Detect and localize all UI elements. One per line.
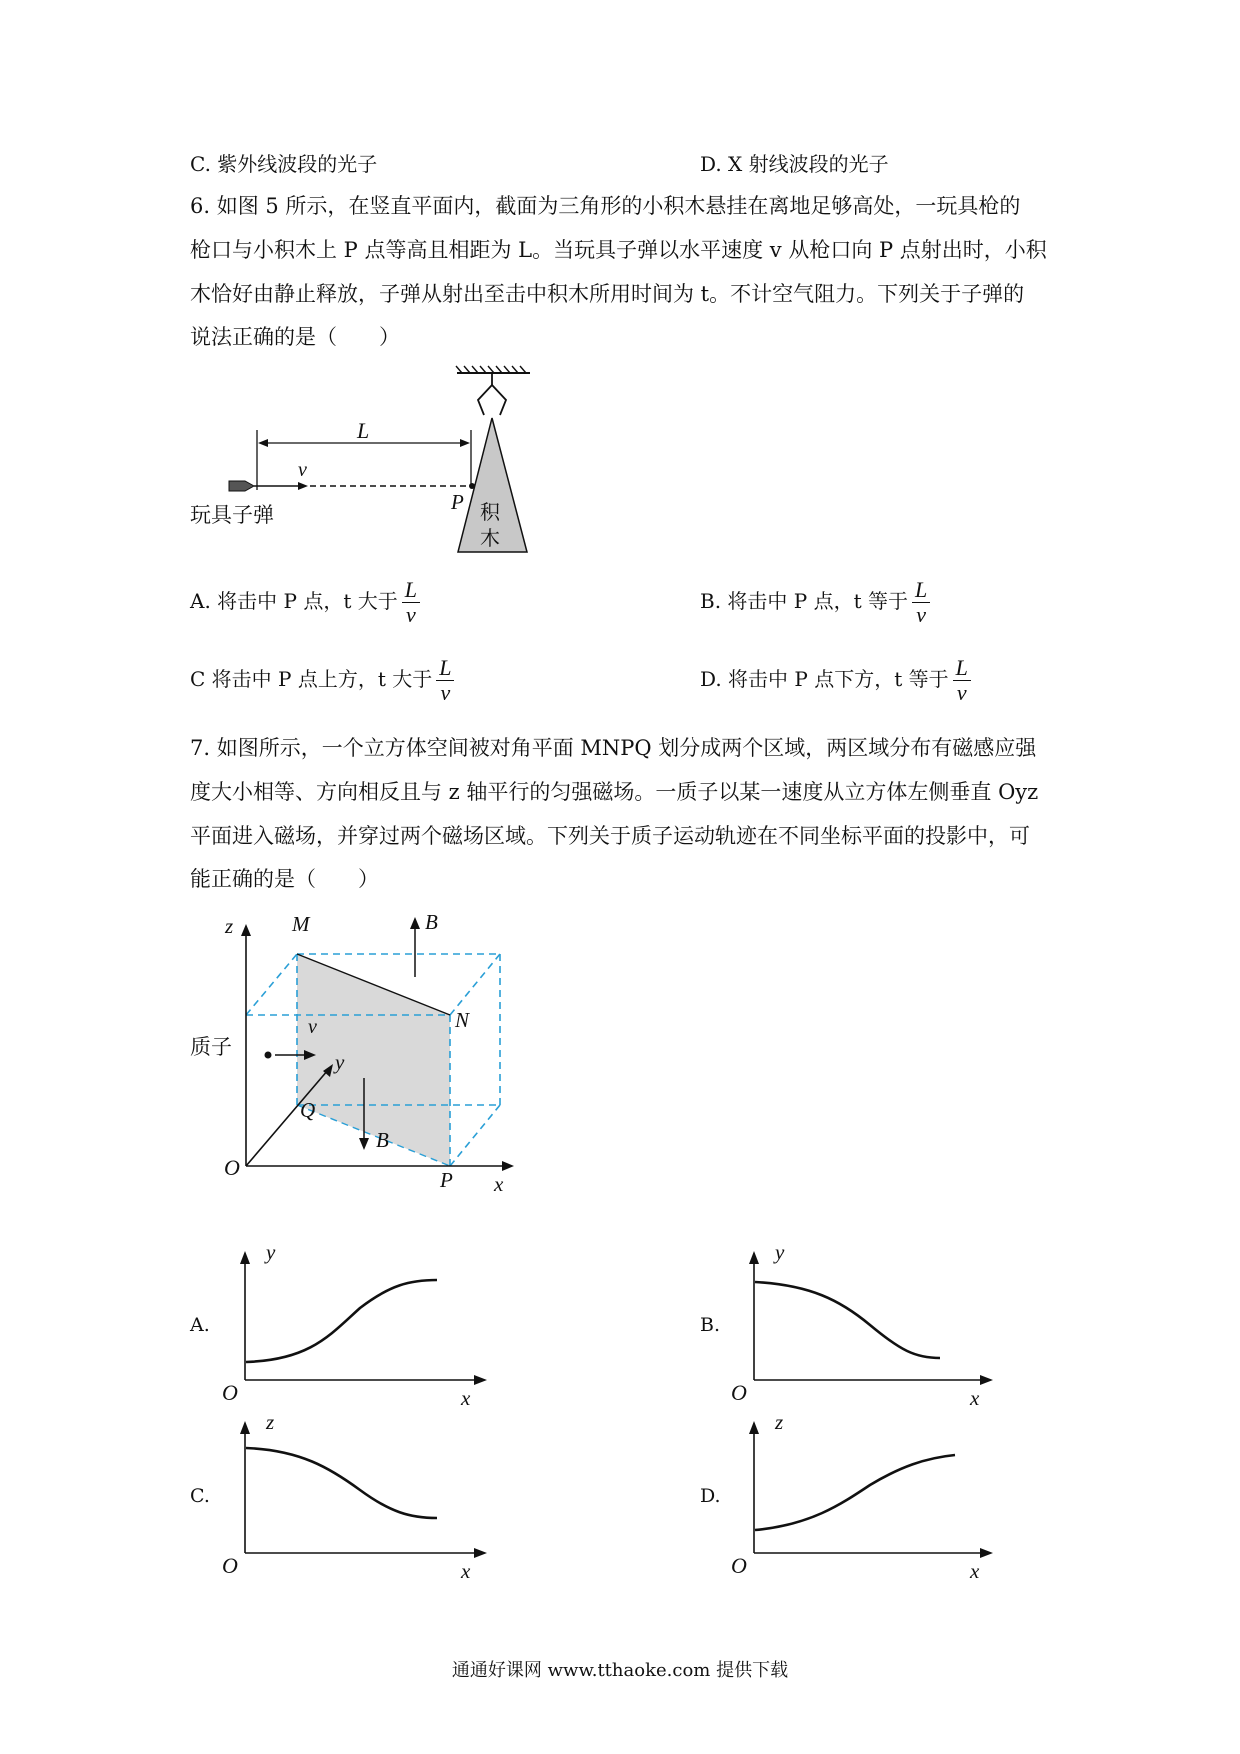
- q6-option-b-text: B. 将击中 P 点，t 等于: [700, 589, 908, 613]
- q7-line-4: 能正确的是（ ）: [190, 867, 379, 891]
- graph-a-curve: [246, 1280, 437, 1362]
- q6-option-d-text: D. 将击中 P 点下方，t 等于: [700, 667, 949, 691]
- q7-line-2: 度大小相等、方向相反且与 z 轴平行的匀强磁场。一质子以某一速度从立方体左侧垂直 Oyz: [190, 780, 1039, 804]
- q7-label-Q: Q: [300, 1098, 316, 1122]
- prev-option-d: D. X 射线波段的光子: [700, 152, 889, 176]
- q6-line-3: 木恰好由静止释放，子弹从射出至击中积木所用时间为 t。不计空气阻力。下列关于子弹的: [190, 282, 1025, 306]
- q6-option-a-text: A. 将击中 P 点，t 大于: [190, 589, 398, 613]
- graph-a: [240, 1251, 487, 1385]
- q6-option-c-text: C 将击中 P 点上方，t 大于: [190, 667, 433, 691]
- graph-c-origin: O: [222, 1553, 238, 1578]
- graph-c-option: C.: [190, 1485, 210, 1507]
- q7-proton-label: 质子: [190, 1035, 232, 1059]
- graph-c-curve: [246, 1448, 437, 1518]
- graph-c-haxis: x: [461, 1559, 471, 1583]
- graph-b-curve: [755, 1282, 940, 1358]
- q7-label-B-top: B: [425, 910, 438, 934]
- q6-label-P: P: [451, 490, 464, 514]
- q7-label-z: z: [225, 914, 234, 938]
- q6-label-L: L: [357, 418, 370, 443]
- q6-option-c-num: L: [436, 656, 454, 681]
- q6-option-d-den: v: [956, 680, 967, 705]
- q6-block-label-2: 木: [480, 526, 500, 550]
- graph-c: [240, 1421, 487, 1558]
- graph-a-option: A.: [190, 1314, 210, 1336]
- q6-line-1: 6. 如图 5 所示，在竖直平面内，截面为三角形的小积木悬挂在离地足够高处，一玩具枪的: [190, 194, 1021, 218]
- graph-d-curve: [755, 1455, 955, 1530]
- graph-d: [749, 1421, 993, 1558]
- q6-option-b-num: L: [912, 578, 930, 603]
- graph-b: [749, 1251, 993, 1385]
- graph-a-origin: O: [222, 1380, 238, 1405]
- prev-option-c: C. 紫外线波段的光子: [190, 152, 378, 176]
- q6-option-a-den: v: [405, 602, 416, 627]
- q6-block-label-1: 积: [480, 500, 500, 524]
- graph-d-origin: O: [731, 1553, 747, 1578]
- q6-label-v: v: [298, 459, 307, 481]
- q6-option-d-num: L: [953, 656, 971, 681]
- q7-line-1: 7. 如图所示，一个立方体空间被对角平面 MNPQ 划分成两个区域，两区域分布有磁感应强: [190, 736, 1037, 760]
- graph-d-haxis: x: [970, 1559, 980, 1583]
- q6-option-a-num: L: [402, 578, 420, 603]
- q7-label-N: N: [455, 1008, 470, 1032]
- q7-label-v: v: [308, 1016, 317, 1038]
- graph-b-haxis: x: [970, 1386, 980, 1410]
- q7-label-P: P: [440, 1168, 453, 1192]
- q7-label-y: y: [335, 1050, 345, 1074]
- q7-label-B-bottom: B: [376, 1128, 389, 1152]
- graph-b-vaxis: y: [775, 1240, 785, 1264]
- q7-line-3: 平面进入磁场，并穿过两个磁场区域。下列关于质子运动轨迹在不同坐标平面的投影中，可: [190, 824, 1030, 848]
- q7-label-O: O: [224, 1155, 240, 1180]
- graph-b-option: B.: [700, 1314, 721, 1336]
- q6-option-c-den: v: [440, 680, 451, 705]
- q7-label-M: M: [292, 912, 310, 936]
- graph-a-vaxis: y: [266, 1240, 276, 1264]
- page-footer: 通通好课网 www.tthaoke.com 提供下载: [451, 1660, 789, 1681]
- q6-line-2: 枪口与小积木上 P 点等高且相距为 L。当玩具子弹以水平速度 v 从枪口向 P 点射出时，小积: [190, 238, 1047, 262]
- q6-bullet-label: 玩具子弹: [190, 503, 274, 527]
- graph-b-origin: O: [731, 1380, 747, 1405]
- graph-d-option: D.: [700, 1485, 721, 1507]
- graph-a-haxis: x: [461, 1386, 471, 1410]
- q7-label-x: x: [494, 1172, 504, 1196]
- q6-option-b-den: v: [916, 602, 926, 627]
- graph-d-vaxis: z: [775, 1410, 784, 1434]
- graph-c-vaxis: z: [266, 1410, 275, 1434]
- q6-line-4: 说法正确的是（ ）: [190, 325, 400, 349]
